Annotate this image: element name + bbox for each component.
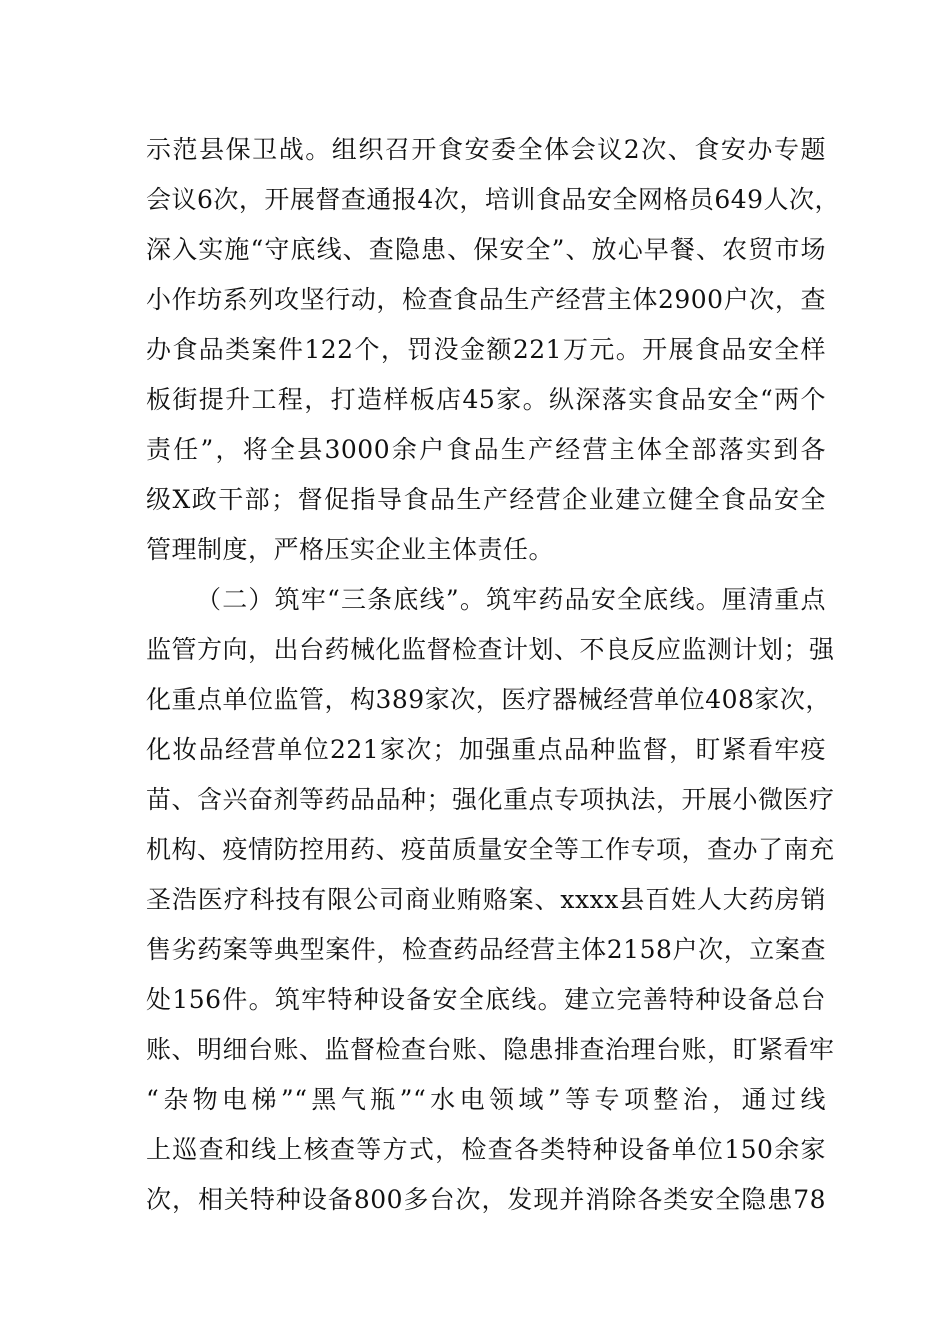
text-line: 责任”，将全县3000余户食品生产经营主体全部落实到各: [146, 435, 826, 464]
text-line: 售劣药案等典型案件，检查药品经营主体2158户次，立案查: [146, 935, 826, 964]
text-line: 级X政干部；督促指导食品生产经营企业建立健全食品安全: [146, 485, 826, 514]
text-line: 账、明细台账、监督检查台账、隐患排查治理台账，盯紧看牢: [146, 1035, 835, 1064]
text-line: 小作坊系列攻坚行动，检查食品生产经营主体2900户次，查: [146, 285, 826, 314]
section-heading-line: （二）筑牢“三条底线”。筑牢药品安全底线。厘清重点: [196, 585, 826, 614]
text-line: 会议6次，开展督查通报4次，培训食品安全网格员649人次，: [146, 185, 841, 214]
text-line: 示范县保卫战。组织召开食安委全体会议2次、食安办专题: [146, 135, 826, 164]
text-line: 监管方向，出台药械化监督检查计划、不良反应监测计划；强: [146, 635, 835, 664]
text-line: 处156件。筑牢特种设备安全底线。建立完善特种设备总台: [146, 985, 826, 1014]
text-line: 管理制度，严格压实企业主体责任。: [146, 535, 555, 564]
text-line: 机构、疫情防控用药、疫苗质量安全等工作专项，查办了南充: [146, 835, 835, 864]
text-line: 圣浩医疗科技有限公司商业贿赂案、xxxx县百姓人大药房销: [146, 885, 826, 914]
text-line: 板街提升工程，打造样板店45家。纵深落实食品安全“两个: [146, 385, 826, 414]
text-line: 深入实施“守底线、查隐患、保安全”、放心早餐、农贸市场: [146, 235, 826, 264]
text-line: 化妆品经营单位221家次；加强重点品种监督，盯紧看牢疫: [146, 735, 826, 764]
text-line: “杂物电梯”“黑气瓶”“水电领域”等专项整治，通过线: [146, 1085, 826, 1114]
text-line: 上巡查和线上核查等方式，检查各类特种设备单位150余家: [146, 1135, 826, 1164]
text-line: 办食品类案件122个，罚没金额221万元。开展食品安全样: [146, 335, 826, 364]
text-line: 化重点单位监管，构389家次，医疗器械经营单位408家次，: [146, 685, 831, 714]
text-line: 次，相关特种设备800多台次，发现并消除各类安全隐患78: [146, 1185, 826, 1214]
text-line: 苗、含兴奋剂等药品品种；强化重点专项执法，开展小微医疗: [146, 785, 835, 814]
